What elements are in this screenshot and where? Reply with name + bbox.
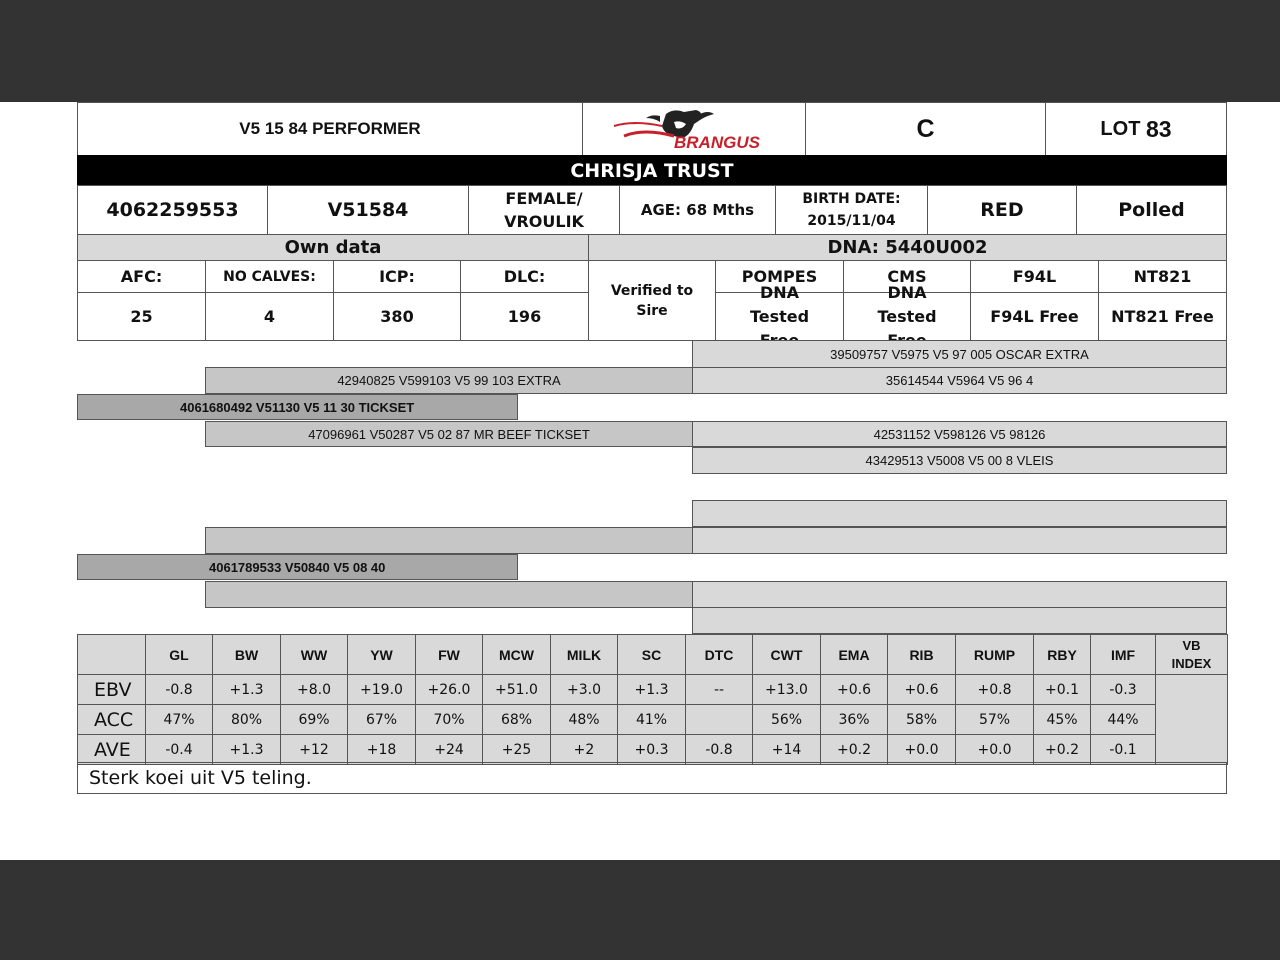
logo-text: BRANGUS xyxy=(674,133,760,152)
ebv-value-cell: 57% xyxy=(955,704,1034,735)
ebv-value-cell: 44% xyxy=(1090,704,1156,735)
ebv-column-header: FW xyxy=(415,634,483,675)
horn-status: Polled xyxy=(1076,185,1227,235)
own-data-header-icp: ICP: xyxy=(333,260,461,293)
own-data-value-dlc: 196 xyxy=(460,292,589,341)
pedigree-dam-dam-sire xyxy=(692,581,1227,608)
ebv-value-cell: +51.0 xyxy=(482,674,551,705)
ebv-value-cell: +2 xyxy=(550,734,618,765)
ebv-row-label: AVE xyxy=(77,734,146,765)
pedigree-dam-dam xyxy=(205,581,693,608)
pedigree-dam-dam-dam xyxy=(692,607,1227,634)
ebv-value-cell: 47% xyxy=(145,704,213,735)
own-data-value-icp: 380 xyxy=(333,292,461,341)
animal-age: AGE: 68 Mths xyxy=(619,185,776,235)
ebv-value-cell: 58% xyxy=(887,704,956,735)
ebv-value-cell: +8.0 xyxy=(280,674,348,705)
dna-title: DNA: 5440U002 xyxy=(588,234,1227,261)
lot-label: LOT xyxy=(1100,117,1141,140)
dna-header-cms: CMS xyxy=(843,260,971,293)
own-data-value-afc: 25 xyxy=(77,292,206,341)
ebv-value-cell: +3.0 xyxy=(550,674,618,705)
ebv-value-cell: -- xyxy=(685,674,753,705)
birth-date-value: 2015/11/04 xyxy=(807,213,896,229)
dna-header-pompes: POMPES xyxy=(715,260,844,293)
dna-value-f94l: F94L Free xyxy=(970,292,1099,341)
ebv-value-cell: +0.2 xyxy=(820,734,888,765)
ebv-value-cell: +0.3 xyxy=(617,734,686,765)
pedigree-sire-dam: 47096961 V50287 V5 02 87 MR BEEF TICKSET xyxy=(205,421,693,447)
animal-id: 4062259553 xyxy=(77,185,268,235)
own-data-header-afc: AFC: xyxy=(77,260,206,293)
birth-date-label: BIRTH DATE: xyxy=(802,191,901,207)
ebv-value-cell: +0.1 xyxy=(1033,674,1091,705)
pedigree-sire-dam-sire: 42531152 V598126 V5 98126 xyxy=(692,421,1227,447)
ebv-column-header: GL xyxy=(145,634,213,675)
ebv-value-cell: +14 xyxy=(752,734,821,765)
ebv-column-header: MILK xyxy=(550,634,618,675)
own-data-title: Own data xyxy=(77,234,589,261)
pedigree-dam: 4061789533 V50840 V5 08 40 xyxy=(77,554,518,580)
ebv-column-header: RBY xyxy=(1033,634,1091,675)
ebv-value-cell: +26.0 xyxy=(415,674,483,705)
ebv-value-cell: 36% xyxy=(820,704,888,735)
ebv-column-header: WW xyxy=(280,634,348,675)
ebv-column-header: RIB xyxy=(887,634,956,675)
ebv-value-cell: +13.0 xyxy=(752,674,821,705)
catalog-page xyxy=(0,102,1280,860)
ebv-value-cell: -0.8 xyxy=(145,674,213,705)
bull-head-icon xyxy=(604,106,784,152)
ebv-row-label: EBV xyxy=(77,674,146,705)
ebv-value-cell: -0.4 xyxy=(145,734,213,765)
ebv-row-label: ACC xyxy=(77,704,146,735)
ebv-value-cell: 70% xyxy=(415,704,483,735)
animal-colour: RED xyxy=(927,185,1077,235)
ebv-value-cell: +1.3 xyxy=(617,674,686,705)
dna-value-pompes: DNA Tested xyxy=(715,292,844,341)
ebv-column-header: SC xyxy=(617,634,686,675)
ebv-column-header: DTC xyxy=(685,634,753,675)
pedigree-dam-sire-dam xyxy=(692,527,1227,554)
ebv-value-cell: 56% xyxy=(752,704,821,735)
ebv-value-cell: +0.0 xyxy=(955,734,1034,765)
ebv-value-cell: +0.8 xyxy=(955,674,1034,705)
ebv-column-header: MCW xyxy=(482,634,551,675)
lot xyxy=(1045,102,1227,156)
pedigree-sire-sire-sire: 39509757 V5975 V5 97 005 OSCAR EXTRA xyxy=(692,340,1227,368)
ebv-value-cell: +25 xyxy=(482,734,551,765)
ebv-value-cell: -0.1 xyxy=(1090,734,1156,765)
ebv-value-cell: -0.3 xyxy=(1090,674,1156,705)
dna-value-nt821: NT821 Free xyxy=(1098,292,1227,341)
vb-index-value xyxy=(1155,674,1228,765)
ebv-value-cell: 68% xyxy=(482,704,551,735)
ebv-value-cell: +18 xyxy=(347,734,416,765)
vb-index-header: VB INDEX xyxy=(1155,634,1228,675)
birth-date xyxy=(775,185,928,235)
ebv-value-cell: +24 xyxy=(415,734,483,765)
ebv-value-cell: 48% xyxy=(550,704,618,735)
ebv-value-cell: 45% xyxy=(1033,704,1091,735)
animal-name: V5 15 84 PERFORMER xyxy=(77,102,583,156)
ebv-column-header: YW xyxy=(347,634,416,675)
ebv-value-cell: 69% xyxy=(280,704,348,735)
ebv-value-cell: +19.0 xyxy=(347,674,416,705)
ebv-value-cell: +12 xyxy=(280,734,348,765)
dna-value-cms: DNA Tested xyxy=(843,292,971,341)
ebv-value-cell: +0.6 xyxy=(887,674,956,705)
ebv-value-cell xyxy=(685,704,753,735)
own-data-header-calves: NO CALVES: xyxy=(205,260,334,293)
ebv-value-cell: +1.3 xyxy=(212,674,281,705)
ebv-header-corner xyxy=(77,634,146,675)
ebv-value-cell: 41% xyxy=(617,704,686,735)
dna-header-f94l: F94L xyxy=(970,260,1099,293)
ebv-column-header: BW xyxy=(212,634,281,675)
ebv-value-cell: 80% xyxy=(212,704,281,735)
grade: C xyxy=(805,102,1046,156)
pedigree-sire-sire: 42940825 V599103 V5 99 103 EXTRA xyxy=(205,367,693,394)
pedigree-sire-dam-dam: 43429513 V5008 V5 00 8 VLEIS xyxy=(692,447,1227,474)
comment: Sterk koei uit V5 teling. xyxy=(77,762,1227,794)
dna-verified: Verified to Sire xyxy=(588,260,716,341)
ebv-value-cell: -0.8 xyxy=(685,734,753,765)
ebv-value-cell: +0.2 xyxy=(1033,734,1091,765)
pedigree-dam-sire xyxy=(205,527,693,554)
animal-sex: FEMALE/ VROULIK xyxy=(468,185,620,235)
pedigree-sire: 4061680492 V51130 V5 11 30 TICKSET xyxy=(77,394,518,420)
pedigree-sire-sire-dam: 35614544 V5964 V5 96 4 xyxy=(692,367,1227,394)
ebv-value-cell: +1.3 xyxy=(212,734,281,765)
ebv-value-cell: +0.0 xyxy=(887,734,956,765)
own-data-value-calves: 4 xyxy=(205,292,334,341)
owner-name: CHRISJA TRUST xyxy=(77,155,1227,186)
ebv-value-cell: 67% xyxy=(347,704,416,735)
animal-code: V51584 xyxy=(267,185,469,235)
ebv-column-header: IMF xyxy=(1090,634,1156,675)
pedigree-dam-sire-sire xyxy=(692,500,1227,527)
ebv-value-cell: +0.6 xyxy=(820,674,888,705)
dna-header-nt821: NT821 xyxy=(1098,260,1227,293)
ebv-column-header: RUMP xyxy=(955,634,1034,675)
ebv-column-header: CWT xyxy=(752,634,821,675)
ebv-column-header: EMA xyxy=(820,634,888,675)
own-data-header-dlc: DLC: xyxy=(460,260,589,293)
lot-number: 83 xyxy=(1145,115,1172,142)
brangus-logo xyxy=(582,102,806,156)
